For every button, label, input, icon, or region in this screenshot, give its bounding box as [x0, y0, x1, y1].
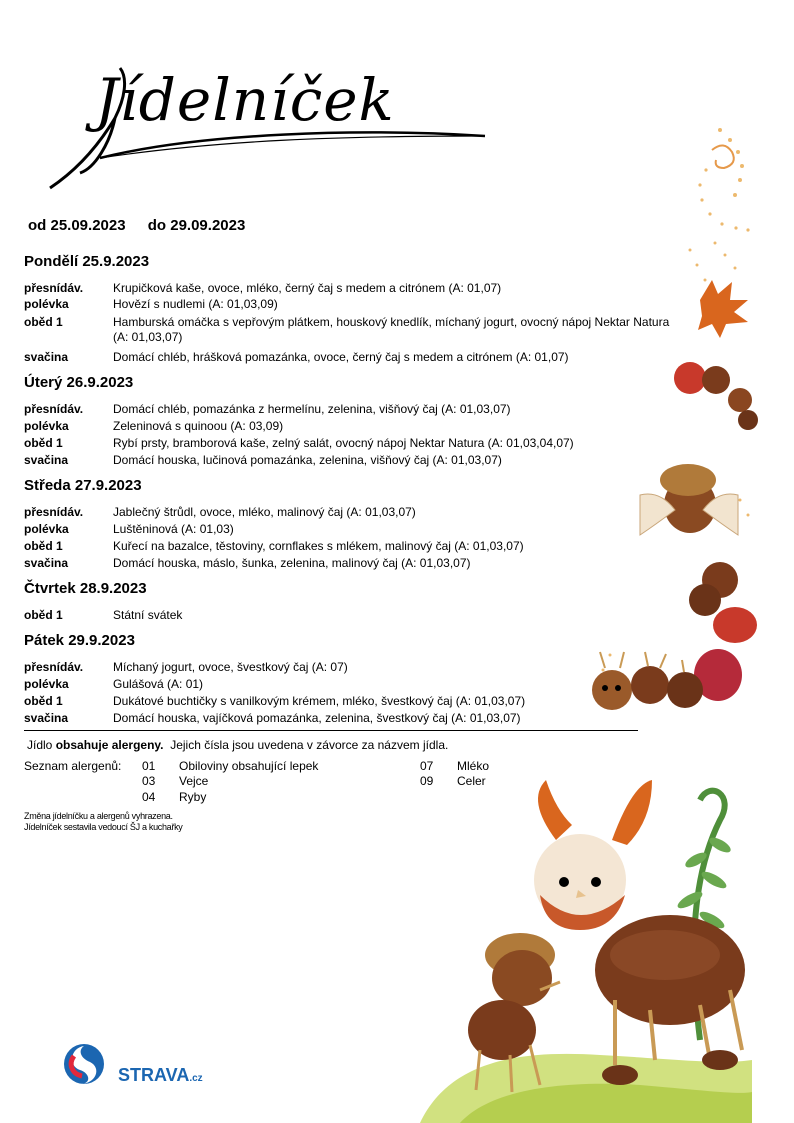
meal-label: svačina	[24, 453, 69, 467]
allergen-list-label: Seznam alergenů:	[24, 759, 122, 773]
meal-label: přesnídáv.	[24, 281, 84, 295]
meal-text-continued: (A: 01,03,07)	[113, 330, 183, 344]
allergen-note	[27, 738, 448, 752]
meal-label: oběd 1	[24, 315, 63, 329]
allergen-code: 03	[142, 774, 156, 788]
allergen-code: 09	[420, 774, 434, 788]
allergen-code: 07	[420, 759, 434, 773]
meal-text: Hamburská omáčka s vepřovým plátkem, houskový knedlík, míchaný jogurt, ovocný nápoj Nektar Natura	[113, 315, 670, 329]
meal-text: Luštěninová (A: 01,03)	[113, 522, 234, 536]
period-to: do 29.09.2023	[147, 217, 246, 234]
meal-label: oběd 1	[24, 539, 63, 553]
page-title-block	[40, 48, 500, 198]
meal-text: Gulášová (A: 01)	[113, 677, 204, 691]
meal-text: Domácí houska, vajíčková pomazánka, zelenina, švestkový čaj (A: 01,03,07)	[113, 711, 521, 725]
meal-label: oběd 1	[24, 436, 63, 450]
meal-text: Domácí houska, máslo, šunka, zelenina, malinový čaj (A: 01,03,07)	[113, 556, 471, 570]
period-from: od 25.09.2023	[28, 217, 126, 234]
logo-suffix: .cz	[189, 1073, 203, 1084]
divider-line	[24, 730, 638, 731]
meal-label: přesnídáv.	[24, 402, 84, 416]
page-title: Jídelníček	[95, 66, 395, 134]
allergen-name: Vejce	[179, 774, 209, 788]
meal-text: Domácí chléb, pomazánka z hermelínu, zelenina, višňový čaj (A: 01,03,07)	[113, 402, 511, 416]
meal-label: svačina	[24, 711, 69, 725]
meal-text: Krupičková kaše, ovoce, mléko, černý čaj s medem a citrónem (A: 01,07)	[113, 281, 502, 295]
meal-label: polévka	[24, 419, 69, 433]
day-heading-monday: Pondělí 25.9.2023	[24, 253, 150, 270]
strava-logo-text	[118, 1065, 203, 1086]
allergen-name: Mléko	[457, 759, 490, 773]
allergen-code: 01	[142, 759, 156, 773]
meal-text: Zeleninová s quinoou (A: 03,09)	[113, 419, 284, 433]
meal-text: Hovězí s nudlemi (A: 01,03,09)	[113, 297, 278, 311]
meal-label: polévka	[24, 297, 69, 311]
day-heading-tuesday: Úterý 26.9.2023	[24, 374, 134, 391]
meal-text: Domácí houska, lučinová pomazánka, zelenina, višňový čaj (A: 01,03,07)	[113, 453, 502, 467]
footer-note-author: Jídelníček sestavila vedoucí ŠJ a kuchařky	[24, 822, 183, 832]
allergen-note-rest: Jejich čísla jsou uvedena v závorce za názvem jídla.	[170, 738, 449, 752]
allergen-note-prefix: Jídlo	[27, 738, 53, 752]
meal-label: polévka	[24, 522, 69, 536]
logo-main: STRAVA	[118, 1065, 190, 1085]
allergen-name: Obiloviny obsahující lepek	[179, 759, 319, 773]
allergen-name: Ryby	[179, 790, 207, 804]
meal-label: oběd 1	[24, 694, 63, 708]
allergen-name: Celer	[457, 774, 486, 788]
meal-label: svačina	[24, 556, 69, 570]
meal-text: Kuřecí na bazalce, těstoviny, cornflakes s mlékem, malinový čaj (A: 01,03,07)	[113, 539, 524, 553]
day-heading-friday: Pátek 29.9.2023	[24, 632, 135, 649]
day-heading-thursday: Čtvrtek 28.9.2023	[24, 580, 147, 597]
meal-label: oběd 1	[24, 608, 63, 622]
allergen-code: 04	[142, 790, 156, 804]
menu-period	[28, 217, 263, 234]
footer-note-change: Změna jídelníčku a alergenů vyhrazena.	[24, 811, 173, 821]
day-heading-wednesday: Středa 27.9.2023	[24, 477, 142, 494]
allergen-note-bold: obsahuje alergeny.	[55, 738, 164, 752]
meal-label: polévka	[24, 677, 69, 691]
meal-label: svačina	[24, 350, 69, 364]
meal-text: Státní svátek	[113, 608, 183, 622]
meal-text: Domácí chléb, hrášková pomazánka, ovoce, černý čaj s medem a citrónem (A: 01,07)	[113, 350, 569, 364]
meal-label: přesnídáv.	[24, 660, 84, 674]
meal-text: Rybí prsty, bramborová kaše, zelný salát, ovocný nápoj Nektar Natura (A: 01,03,04,07)	[113, 436, 574, 450]
meal-text: Míchaný jogurt, ovoce, švestkový čaj (A: 07)	[113, 660, 348, 674]
meal-text: Dukátové buchtičky s vanilkovým krémem, mléko, švestkový čaj (A: 01,03,07)	[113, 694, 526, 708]
meal-text: Jablečný štrůdl, ovoce, mléko, malinový čaj (A: 01,03,07)	[113, 505, 416, 519]
meal-label: přesnídáv.	[24, 505, 84, 519]
